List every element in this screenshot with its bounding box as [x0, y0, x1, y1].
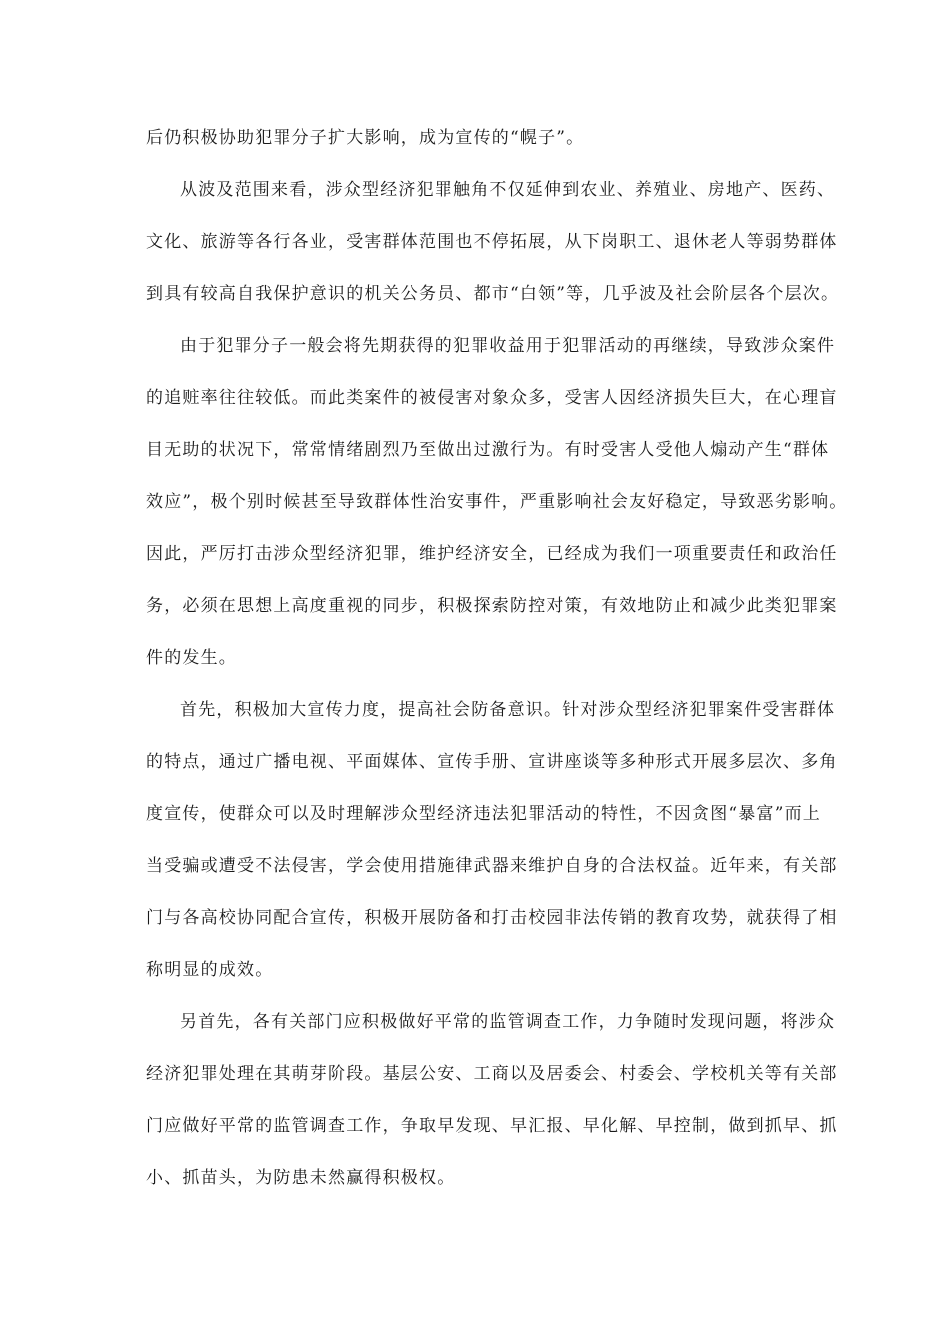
text-line: 的特点，通过广播电视、平面媒体、宣传手册、宣讲座谈等多种形式开展多层次、多角	[146, 752, 838, 772]
text-line: 门与各高校协同配合宣传，积极开展防备和打击校园非法传销的教育攻势，就获得了相	[146, 908, 838, 928]
text-line: 称明显的成效。	[146, 960, 274, 980]
text-line: 首先，积极加大宣传力度，提高社会防备意识。针对涉众型经济犯罪案件受害群体	[180, 700, 836, 720]
text-line: 目无助的状况下，常常情绪剧烈乃至做出过激行为。有时受害人受他人煽动产生“群体	[146, 440, 830, 460]
text-line: 件的发生。	[146, 648, 237, 668]
text-line: 经济犯罪处理在其萌芽阶段。基层公安、工商以及居委会、村委会、学校机关等有关部	[146, 1064, 838, 1084]
text-line: 到具有较高自我保护意识的机关公务员、都市“白领”等，几乎波及社会阶层各个层次。	[146, 284, 840, 304]
text-line: 当受骗或遭受不法侵害，学会使用措施律武器来维护自身的合法权益。近年来，有关部	[146, 856, 838, 876]
text-line: 后仍积极协助犯罪分子扩大影响，成为宣传的“幌子”。	[146, 128, 585, 148]
text-line: 小、抓苗头，为防患未然赢得积极权。	[146, 1168, 456, 1188]
text-line: 度宣传，使群众可以及时理解涉众型经济违法犯罪活动的特性，不因贪图“暴富”而上	[146, 804, 821, 824]
text-line: 务，必须在思想上高度重视的同步，积极探索防控对策，有效地防止和减少此类犯罪案	[146, 596, 838, 616]
text-line: 从波及范围来看，涉众型经济犯罪触角不仅延伸到农业、养殖业、房地产、医药、	[180, 180, 836, 200]
text-line: 文化、旅游等各行各业，受害群体范围也不停拓展，从下岗职工、退休老人等弱势群体	[146, 232, 838, 252]
text-line: 由于犯罪分子一般会将先期获得的犯罪收益用于犯罪活动的再继续，导致涉众案件	[180, 336, 836, 356]
text-line: 门应做好平常的监管调查工作，争取早发现、早汇报、早化解、早控制，做到抓早、抓	[146, 1116, 838, 1136]
text-line: 的追赃率往往较低。而此类案件的被侵害对象众多，受害人因经济损失巨大，在心理盲	[146, 388, 838, 408]
text-line: 因此，严厉打击涉众型经济犯罪，维护经济安全，已经成为我们一项重要责任和政治任	[146, 544, 838, 564]
document-body	[146, 120, 848, 1212]
text-line: 效应”，极个别时候甚至导致群体性治安事件，严重影响社会友好稳定，导致恶劣影响。	[146, 492, 848, 512]
text-line: 另首先，各有关部门应积极做好平常的监管调查工作，力争随时发现问题，将涉众	[180, 1012, 836, 1032]
